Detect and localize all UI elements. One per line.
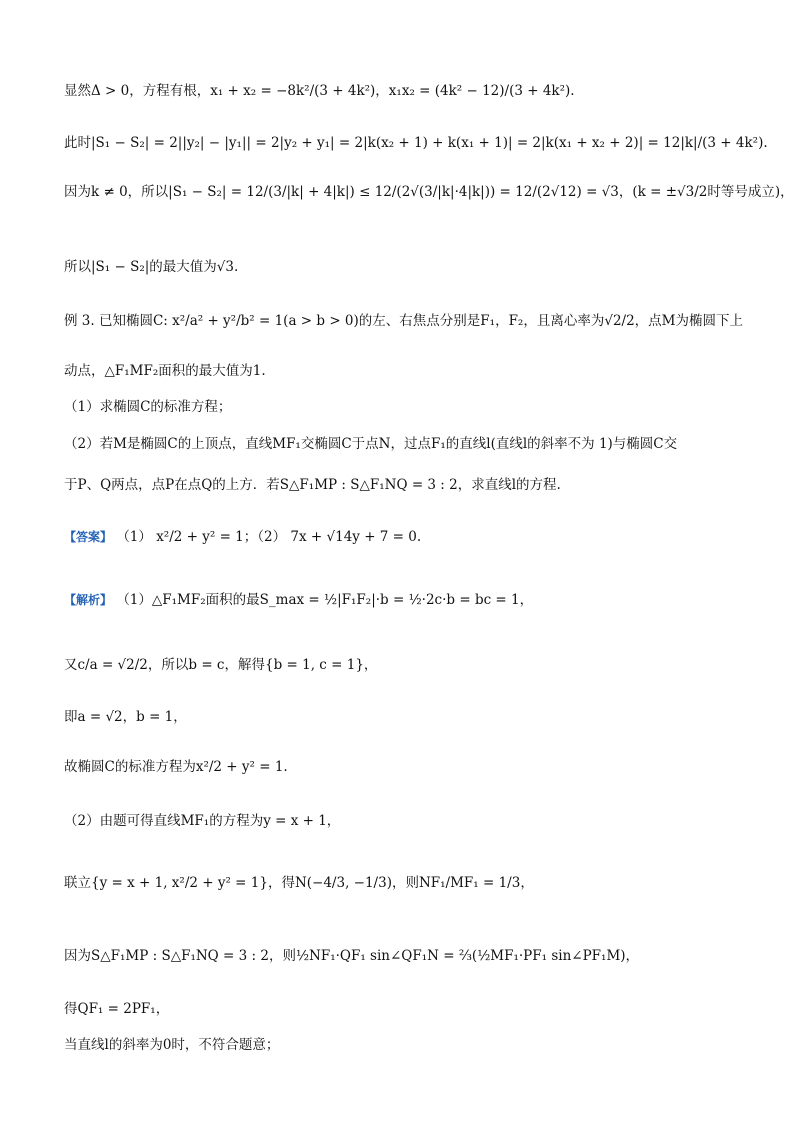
answer-tag: 【答案】: [64, 530, 113, 544]
question-1: （1）求椭圆C的标准方程；: [64, 399, 232, 415]
line-16: 联立{y = x + 1, x²/2 + y² = 1}，得N(−4/3, −1/3)，则NF₁/MF₁ = 1/3，: [64, 875, 534, 891]
line-18: 得QF₁ = 2PF₁，: [64, 1001, 170, 1017]
line-2: 此时|S₁ − S₂| = 2||y₂| − |y₁|| = 2|y₂ + y₁| = 2|k(x₂ + 1) + k(x₁ + 1)| = 2|k(x₁ + x₂ + 2)| = 12|k|/(3 + 4k²).: [64, 135, 768, 151]
line-14: 故椭圆C的标准方程为x²/2 + y² = 1.: [64, 759, 288, 775]
answer-text: （1） x²/2 + y² = 1；（2） 7x + √14y + 7 = 0.: [116, 529, 422, 545]
example-3-line: 例 3. 已知椭圆C: x²/a² + y²/b² = 1(a > b > 0)的左、右焦点分别是F₁，F₂，且离心率为√2/2，点M为椭圆下上: [64, 313, 743, 329]
line-19: 当直线l的斜率为0时，不符合题意；: [64, 1037, 280, 1053]
line-1: 显然Δ > 0，方程有根，x₁ + x₂ = −8k²/(3 + 4k²)，x₁x₂ = (4k² − 12)/(3 + 4k²).: [64, 83, 575, 99]
analysis-line: [64, 591, 754, 609]
line-17: 因为S△F₁MP : S△F₁NQ = 3 : 2，则½NF₁·QF₁ sin∠QF₁N = ⅔(½MF₁·PF₁ sin∠PF₁M)，: [64, 948, 640, 964]
line-13: 即a = √2，b = 1，: [64, 709, 187, 725]
analysis-tag: 【解析】: [64, 593, 113, 607]
line-4: 所以|S₁ − S₂|的最大值为√3.: [64, 259, 239, 275]
analysis-text: （1）△F₁MF₂面积的最S_max = ½|F₁F₂|·b = ½·2c·b = bc = 1，: [116, 592, 534, 608]
answer-line: [64, 528, 754, 546]
line-6: 动点，△F₁MF₂面积的最大值为1.: [64, 363, 266, 379]
line-12: 又c/a = √2/2，所以b = c，解得{b = 1, c = 1}，: [64, 657, 378, 673]
line-15: （2）由题可得直线MF₁的方程为y = x + 1，: [64, 813, 341, 829]
line-3: 因为k ≠ 0，所以|S₁ − S₂| = 12/(3/|k| + 4|k|) ≤ 12/(2√(3/|k|·4|k|)) = 12/(2√12) = √3，(k = ±√3/2时等号成立)，: [64, 184, 794, 200]
question-2b: 于P、Q两点，点P在点Q的上方．若S△F₁MP : S△F₁NQ = 3 : 2，求直线l的方程.: [64, 477, 561, 493]
question-2a: （2）若M是椭圆C的上顶点，直线MF₁交椭圆C于点N，过点F₁的直线l(直线l的斜率不为 1)与椭圆C交: [64, 436, 678, 452]
